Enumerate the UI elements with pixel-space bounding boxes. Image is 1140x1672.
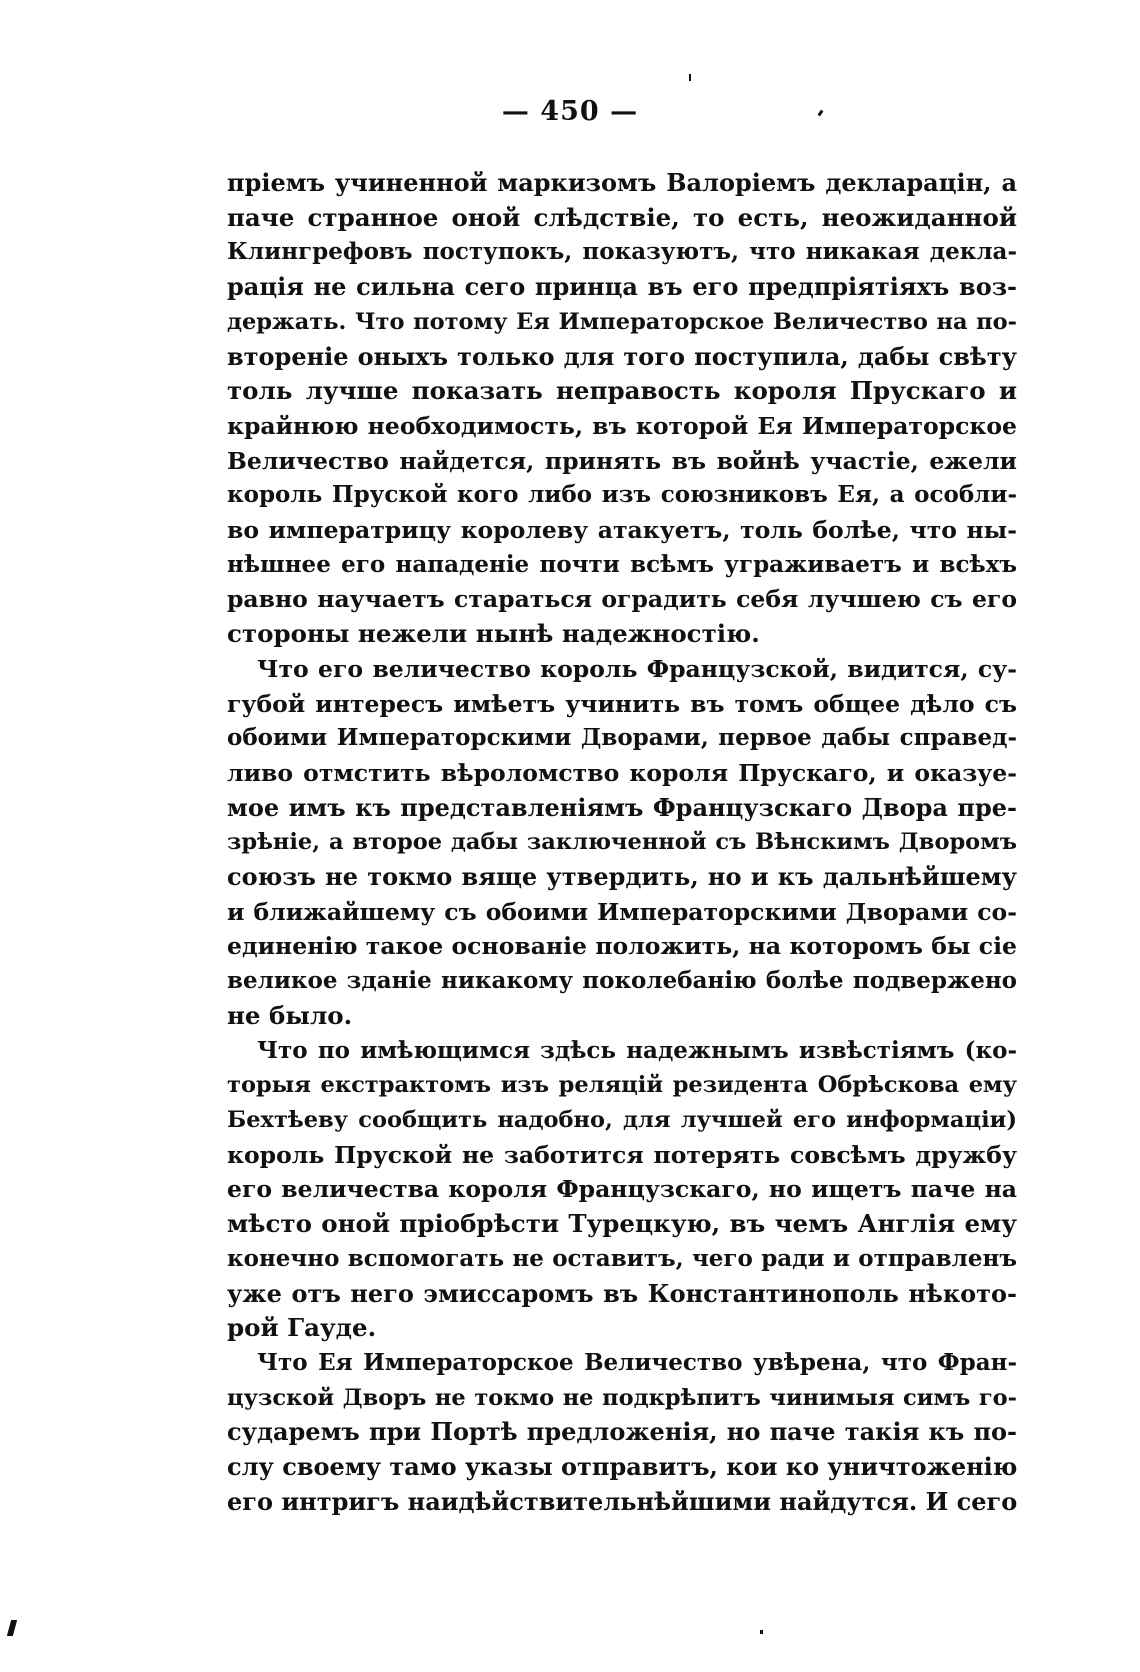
text-line: зрѣніе, а второе дабы заключенной съ Вѣнскимъ Дворомъ	[227, 829, 1017, 856]
text-line: цузской Дворъ не токмо не подкрѣпитъ чинимыя симъ го-	[227, 1384, 1017, 1411]
text-line: уже отъ него эмиссаромъ въ Константинополь нѣкото-	[227, 1278, 1017, 1308]
text-line: рой Гауде.	[227, 1313, 377, 1343]
text-line: его интригъ наидѣйствительнѣйшими найдутся. И сего	[227, 1486, 1017, 1516]
text-line: держать. Что потому Ея Императорское Величество на по-	[227, 308, 1017, 335]
text-line: толь лучше показать неправость короля Прускаго и	[227, 376, 1017, 406]
text-line: Величество найдется, принять въ войнѣ участіе, ежели	[227, 446, 1017, 475]
text-line: великое зданіе никакому поколебанію болѣе подвержено	[227, 967, 1017, 995]
ink-speck	[689, 74, 691, 81]
ink-speck	[7, 1620, 17, 1636]
text-line: нѣшнее его нападеніе почти всѣмъ уграживаетъ и всѣхъ	[227, 550, 1017, 578]
text-line: губой интересъ имѣетъ учинить въ томъ общее дѣло съ	[227, 689, 1017, 718]
text-line: ливо отмстить вѣроломство короля Прускаго, и оказуе-	[227, 758, 1017, 787]
text-line: крайнюю необходимость, въ которой Ея Императорское	[227, 411, 1017, 440]
text-line: паче странное оной слѣдствіе, то есть, неожиданной	[227, 202, 1017, 232]
page-number: — 450 —	[501, 96, 639, 127]
text-line: мое имъ къ представленіямъ Французскаго Двора пре-	[227, 792, 1017, 822]
ink-speck	[760, 1630, 763, 1634]
text-line: втореніе оныхъ только для того поступила, дабы свѣту	[227, 341, 1017, 371]
text-line: Бехтѣеву сообщить надобно, для лучшей его информаціи)	[227, 1106, 1017, 1133]
text-line: не было.	[227, 1000, 353, 1030]
text-line: стороны нежели нынѣ надежностію.	[227, 619, 760, 649]
text-line: равно научаетъ стараться оградить себя лучшею съ его	[227, 585, 1017, 614]
text-line: единенію такое основаніе положить, на которомъ бы сіе	[227, 932, 1017, 961]
text-line: его величества короля Французскаго, но ищетъ паче на	[227, 1175, 1017, 1204]
text-line: обоими Императорскими Дворами, первое дабы справед-	[227, 724, 1017, 752]
text-line: рація не сильна сего принца въ его предпріятіяхъ воз-	[227, 272, 1017, 302]
text-line: и ближайшему съ обоими Императорскими Дворами со-	[227, 897, 1017, 926]
text-line: пріемъ учиненной маркизомъ Валоріемъ декларацін, а	[227, 168, 1017, 197]
text-line: король Пруской кого либо изъ союзниковъ Ея, а особли-	[227, 481, 1017, 509]
text-line: конечно вспомогать не оставитъ, чего ради и отправленъ	[227, 1244, 1017, 1272]
text-line: слу своему тамо указы отправитъ, кои ко уничтоженію	[227, 1452, 1017, 1482]
body-text	[227, 166, 1017, 1519]
text-line: Что Ея Императорское Величество увѣрена, что Фран-	[257, 1348, 1017, 1376]
text-line: союзъ не токмо вяще утвердить, но и къ дальнѣйшему	[227, 862, 1017, 892]
text-line: Что по имѣющимся здѣсь надежнымъ извѣстіямъ (ко-	[257, 1036, 1017, 1064]
text-line: мѣсто оной пріобрѣсти Турецкую, въ чемъ Англія ему	[227, 1209, 1017, 1239]
text-line: Клингрефовъ поступокъ, показуютъ, что никакая декла-	[227, 238, 1017, 266]
text-line: во императрицу королеву атакуетъ, толь болѣе, что ны-	[227, 516, 1017, 545]
text-line: король Пруской не заботится потерять совсѣмъ дружбу	[227, 1140, 1017, 1169]
text-line: Что его величество король Французской, видится, су-	[257, 654, 1017, 683]
text-line: сударемъ при Портѣ предложенія, но паче такія къ по-	[227, 1417, 1017, 1447]
text-line: торыя екстрактомъ изъ реляцій резидента Обрѣскова ему	[227, 1072, 1017, 1099]
